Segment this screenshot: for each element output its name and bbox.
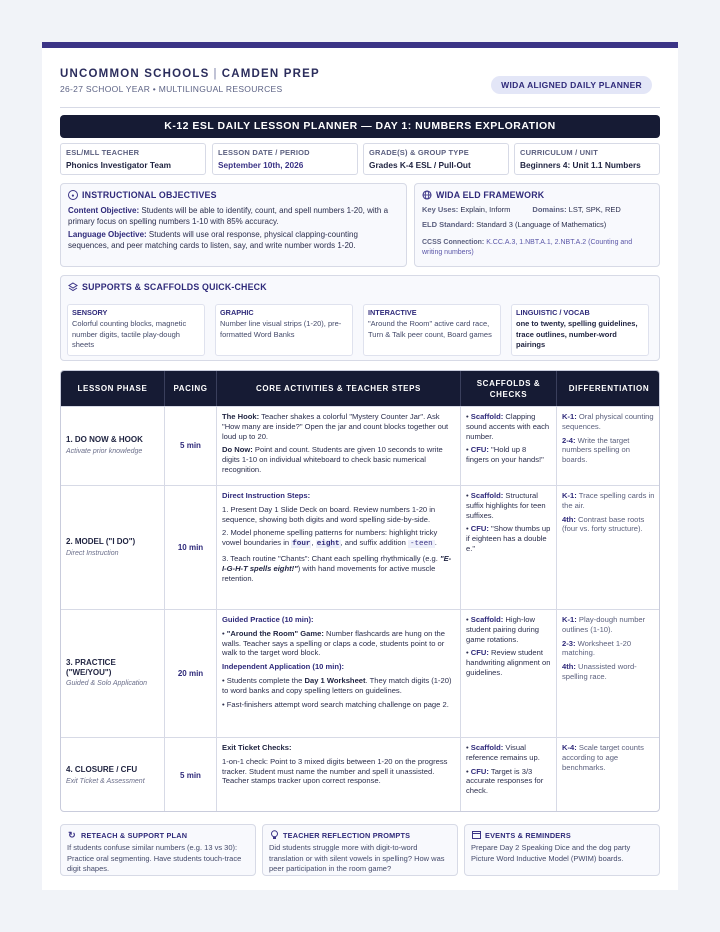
planner-page	[42, 42, 678, 890]
lightbulb-icon	[269, 830, 279, 840]
diff-cell: K-4: Scale target counts according to age benchmarks.	[562, 743, 644, 772]
phase-cell: 3. PRACTICE ("WE/YOU") Guided & Solo Application	[61, 610, 165, 737]
lesson-table	[60, 370, 660, 812]
pacing-cell: 5 min	[165, 407, 217, 485]
events-box: EVENTS & REMINDERS Prepare Day 2 Speaking Dice and the dog party Picture Word Inductive Model (PWIM) boards.	[464, 824, 660, 876]
year-line: 26-27 SCHOOL YEAR • MULTILINGUAL RESOURCES	[60, 84, 283, 94]
table-header	[61, 371, 660, 406]
page-title: K-12 ESL DAILY LESSON PLANNER — DAY 1: NUMBERS EXPLORATION	[60, 115, 660, 138]
meta-value: Beginners 4: Unit 1.1 Numbers	[520, 160, 641, 170]
pacing-cell: 20 min	[165, 610, 217, 737]
meta-label: CURRICULUM / UNIT	[520, 148, 598, 157]
wida-title: WIDA ELD FRAMEWORK	[422, 190, 652, 200]
support-card-interactive: INTERACTIVE "Around the Room" active card race, Turn & Talk peer count, Board games	[363, 304, 501, 356]
diff-cell: K-1: Trace spelling cards in the air. 4th: Contrast base roots (four vs. forty structure).	[562, 491, 655, 534]
meta-curriculum	[514, 143, 660, 175]
core-cell: Guided Practice (10 min): • "Around the Room" Game: Number flashcards are hung on the walls. Teacher says a spelling or claps a code, students point to or walk to the target word block. Independent Application (10 min): • Students complete the Day 1 Worksheet. They match digits (1-20) to word banks and copy spelling letters on guidelines. • Fast-finishers attempt word search matching challenge on page 2.	[217, 610, 461, 737]
globe-icon	[422, 190, 432, 200]
table-row	[61, 609, 660, 737]
meta-value: Phonics Investigator Team	[66, 160, 171, 170]
content-objective: Content Objective: Students will be able to identify, count, and spell numbers 1-20, with a primary focus on spelling numbers 1-10 with 85% accuracy.	[68, 206, 389, 226]
diff-cell: K-1: Oral physical counting sequences. 2-4: Write the target numbers spelling on boards.	[562, 412, 654, 465]
col-core: CORE ACTIVITIES & TEACHER STEPS	[217, 371, 461, 406]
table-row	[61, 737, 660, 812]
calendar-icon	[471, 830, 481, 840]
wida-box	[414, 183, 660, 267]
meta-date	[212, 143, 358, 175]
meta-teacher	[60, 143, 206, 175]
meta-label: ESL/MLL TEACHER	[66, 148, 140, 157]
core-cell: Direct Instruction Steps: 1. Present Day 1 Slide Deck on board. Review numbers 1-20 in sequence, showing both digits and word spelling side-by-side. 2. Model phoneme spelling patterns for numbers: highlight tricky vowel boundaries in four, eight, and suffix addition -teen . 3. Teach routine "Chants": Chant each spelling rhythmically (e.g. "E-I-G-H-T spells eight!") with hand movements for active muscle retention.	[217, 486, 461, 609]
core-cell: Exit Ticket Checks: 1-on-1 check: Point to 3 mixed digits between 1-20 on the progress tracker. Student must name the number and spell it unassisted. Teacher stamps tracker upon correct response.	[217, 738, 461, 812]
pacing-cell: 5 min	[165, 738, 217, 812]
core-cell: The Hook: Teacher shakes a colorful "Mystery Counter Jar". Ask "How many are inside?" Open the jar and count blocks together out loud up to 20. Do Now: Point and count. Students are given 10 seconds to write digits 1-10 on individual whiteboard to check basic numerical recognition.	[217, 407, 461, 485]
meta-label: GRADE(S) & GROUP TYPE	[369, 148, 469, 157]
table-row	[61, 485, 660, 609]
col-pacing: PACING	[165, 371, 217, 406]
page-header	[60, 68, 660, 108]
wida-ccss: CCSS Connection: K.CC.A.3, 1.NBT.A.1, 2.NBT.A.2 (Counting and writing numbers)	[422, 239, 633, 256]
phase-cell: 2. MODEL ("I DO") Direct Instruction	[61, 486, 165, 609]
pacing-cell: 10 min	[165, 486, 217, 609]
language-objective: Language Objective: Students will use oral response, physical clapping-counting sequences, and peer matching cards to listen, say, and write number words 1-20.	[68, 230, 358, 250]
layers-icon	[68, 282, 78, 292]
meta-grade	[363, 143, 509, 175]
meta-value: September 10th, 2026	[218, 160, 304, 170]
campus-name: CAMDEN PREP	[221, 68, 320, 80]
support-card-linguistic: LINGUISTIC / VOCAB one to twenty, spelling guidelines, trace outlines, number-word pairings	[511, 304, 649, 356]
reteach-box: ↻ RETEACH & SUPPORT PLAN If students confuse similar numbers (e.g. 13 vs 30): Practice oral segmenting. Have students touch-trace digit shapes.	[60, 824, 256, 876]
table-row	[61, 406, 660, 485]
meta-label: LESSON DATE / PERIOD	[218, 148, 310, 157]
scaffold-cell: • Scaffold: Clapping sound accents with each number. • CFU: "Hold up 8 fingers on your hands!"	[461, 407, 557, 485]
scaffold-cell: • Scaffold: Structural suffix highlights for teen suffixes. • CFU: "Show thumbs up if eighteen has a double e."	[461, 486, 557, 609]
scaffold-cell: • Scaffold: High-low student pairing during game rotations. • CFU: Review student handwriting alignment on guidelines.	[461, 610, 557, 737]
objectives-box	[60, 183, 407, 267]
support-card-graphic: GRAPHIC Number line visual strips (1-20), pre-formatted Word Banks	[215, 304, 353, 356]
meta-value: Grades K-4 ESL / Pull-Out	[369, 160, 471, 170]
col-scaffolds: SCAFFOLDS & CHECKS	[461, 371, 557, 406]
support-card-sensory: SENSORY Colorful counting blocks, magnetic number digits, tactile play-dough sheets	[67, 304, 205, 356]
objectives-title	[68, 190, 399, 200]
diff-cell: K-1: Play-dough number outlines (1-10). 2-3: Worksheet 1-20 matching. 4th: Unassisted word-spelling race.	[562, 615, 646, 681]
phase-cell: 4. CLOSURE / CFU Exit Ticket & Assessment	[61, 738, 165, 812]
reflection-box: TEACHER REFLECTION PROMPTS Did students struggle more with digit-to-word translation or with silent vowels in spelling? How was peer participation in the room game?	[262, 824, 458, 876]
scaffold-cell: • Scaffold: Visual reference remains up. • CFU: Target is 3/3 accurate responses for check.	[461, 738, 557, 812]
wida-standard: ELD Standard: Standard 3 (Language of Mathematics)	[422, 220, 607, 229]
refresh-icon: ↻	[68, 830, 76, 840]
col-phase: LESSON PHASE	[61, 371, 165, 406]
brand-line: UNCOMMON SCHOOLS | CAMDEN PREP	[60, 68, 320, 80]
wida-uses: Key Uses: Explain, Inform Domains: LST, SPK, RED	[422, 205, 621, 214]
objectives-title-text: INSTRUCTIONAL OBJECTIVES	[82, 190, 217, 200]
phase-cell: 1. DO NOW & HOOK Activate prior knowledge	[61, 407, 165, 485]
col-differentiation: DIFFERENTIATION	[568, 384, 650, 393]
supports-box	[60, 275, 660, 361]
target-icon: ●	[68, 190, 78, 200]
planner-badge: WIDA ALIGNED DAILY PLANNER	[491, 76, 652, 94]
school-name: UNCOMMON SCHOOLS	[60, 68, 210, 80]
supports-title: SUPPORTS & SCAFFOLDS QUICK-CHECK	[68, 282, 652, 292]
